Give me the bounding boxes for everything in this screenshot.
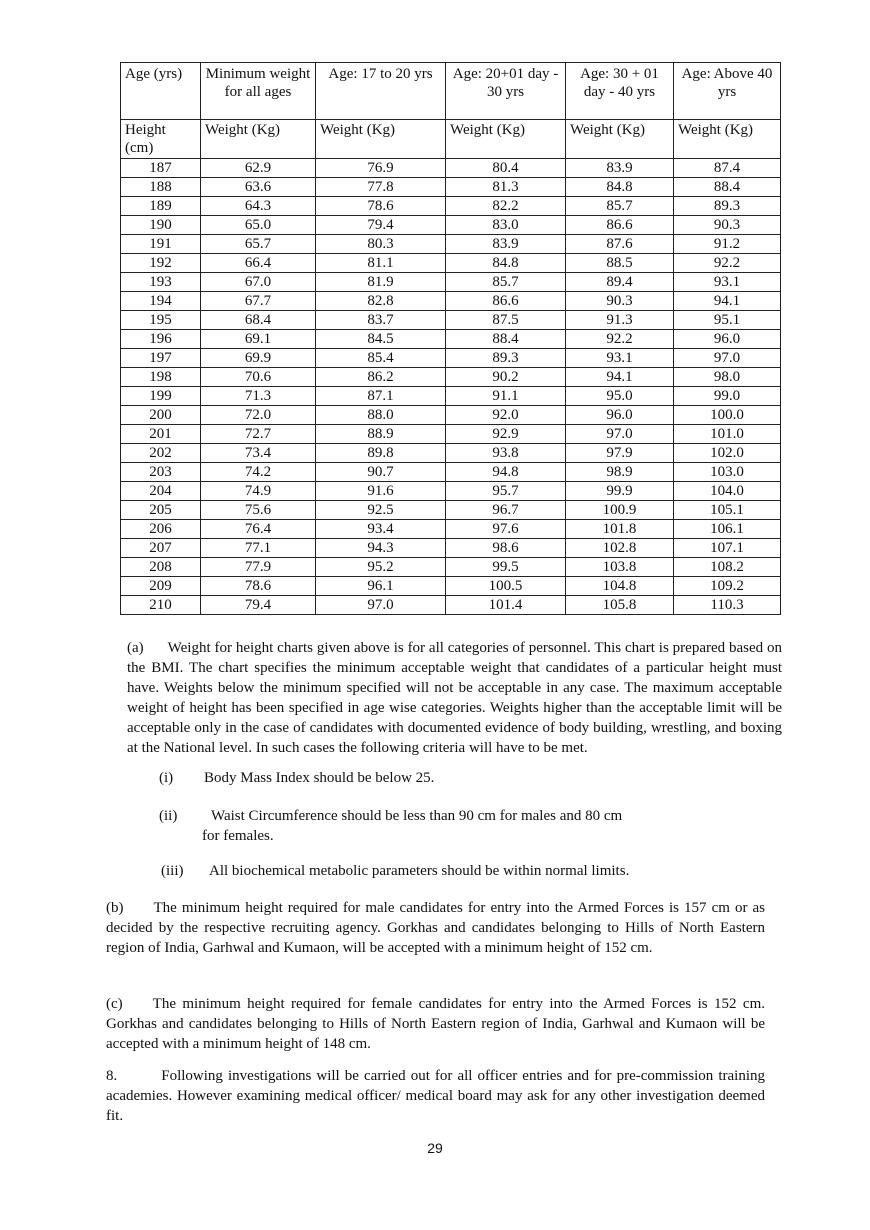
- table-row: [121, 216, 781, 235]
- weight-cell: 92.9: [446, 425, 566, 444]
- table-header-row: [121, 63, 781, 120]
- weight-cell: 84.8: [566, 178, 674, 197]
- weight-cell: 77.1: [201, 539, 316, 558]
- weight-cell: 98.9: [566, 463, 674, 482]
- table-subheader-row: [121, 120, 781, 159]
- height-cell: 208: [121, 558, 201, 577]
- weight-cell: 81.9: [316, 273, 446, 292]
- subheader-weight: Weight (Kg): [446, 120, 566, 159]
- weight-cell: 92.5: [316, 501, 446, 520]
- criterion-text-line1: Waist Circumference should be less than 90 cm for males and 80 cm: [211, 808, 623, 824]
- table-row: [121, 539, 781, 558]
- weight-cell: 102.0: [674, 444, 781, 463]
- criterion-label: (i): [159, 770, 174, 786]
- height-cell: 209: [121, 577, 201, 596]
- weight-cell: 75.6: [201, 501, 316, 520]
- table-row: [121, 577, 781, 596]
- note-a-label: (a): [127, 640, 144, 656]
- weight-cell: 65.7: [201, 235, 316, 254]
- subheader-height: Height (cm): [121, 120, 201, 159]
- weight-cell: 98.0: [674, 368, 781, 387]
- table-row: [121, 292, 781, 311]
- weight-cell: 82.2: [446, 197, 566, 216]
- weight-cell: 64.3: [201, 197, 316, 216]
- weight-cell: 78.6: [316, 197, 446, 216]
- paragraph-8-label: 8.: [106, 1068, 118, 1084]
- weight-cell: 90.2: [446, 368, 566, 387]
- header-age-above-40: Age: Above 40 yrs: [674, 63, 781, 120]
- weight-cell: 83.9: [566, 159, 674, 178]
- height-cell: 196: [121, 330, 201, 349]
- subheader-weight: Weight (Kg): [316, 120, 446, 159]
- weight-cell: 76.9: [316, 159, 446, 178]
- weight-cell: 87.6: [566, 235, 674, 254]
- weight-cell: 106.1: [674, 520, 781, 539]
- weight-cell: 96.1: [316, 577, 446, 596]
- weight-cell: 72.0: [201, 406, 316, 425]
- weight-cell: 80.4: [446, 159, 566, 178]
- height-cell: 190: [121, 216, 201, 235]
- weight-cell: 105.1: [674, 501, 781, 520]
- weight-cell: 90.3: [674, 216, 781, 235]
- weight-cell: 97.6: [446, 520, 566, 539]
- weight-cell: 99.5: [446, 558, 566, 577]
- height-cell: 195: [121, 311, 201, 330]
- weight-cell: 88.4: [674, 178, 781, 197]
- weight-cell: 88.5: [566, 254, 674, 273]
- weight-cell: 97.0: [674, 349, 781, 368]
- table-row: [121, 197, 781, 216]
- note-c-label: (c): [106, 996, 123, 1012]
- table-row: [121, 406, 781, 425]
- weight-cell: 79.4: [316, 216, 446, 235]
- criterion-text-line2: for females.: [202, 828, 274, 844]
- height-cell: 200: [121, 406, 201, 425]
- weight-cell: 71.3: [201, 387, 316, 406]
- height-cell: 194: [121, 292, 201, 311]
- height-cell: 202: [121, 444, 201, 463]
- weight-cell: 80.3: [316, 235, 446, 254]
- table-row: [121, 482, 781, 501]
- height-cell: 188: [121, 178, 201, 197]
- weight-cell: 91.6: [316, 482, 446, 501]
- weight-cell: 91.2: [674, 235, 781, 254]
- weight-cell: 95.1: [674, 311, 781, 330]
- page-number: 29: [427, 1140, 443, 1156]
- weight-cell: 95.2: [316, 558, 446, 577]
- header-age-20-30: Age: 20+01 day - 30 yrs: [446, 63, 566, 120]
- note-a: [127, 638, 782, 758]
- weight-cell: 93.1: [566, 349, 674, 368]
- weight-cell: 104.8: [566, 577, 674, 596]
- weight-cell: 102.8: [566, 539, 674, 558]
- weight-cell: 110.3: [674, 596, 781, 615]
- weight-cell: 87.1: [316, 387, 446, 406]
- height-cell: 199: [121, 387, 201, 406]
- weight-for-height-table: [120, 62, 781, 615]
- table-row: [121, 520, 781, 539]
- weight-cell: 70.6: [201, 368, 316, 387]
- weight-cell: 99.0: [674, 387, 781, 406]
- weight-cell: 96.7: [446, 501, 566, 520]
- weight-cell: 97.9: [566, 444, 674, 463]
- weight-cell: 107.1: [674, 539, 781, 558]
- height-cell: 191: [121, 235, 201, 254]
- weight-cell: 62.9: [201, 159, 316, 178]
- weight-cell: 95.7: [446, 482, 566, 501]
- weight-cell: 101.0: [674, 425, 781, 444]
- weight-cell: 101.4: [446, 596, 566, 615]
- header-age: Age (yrs): [121, 63, 201, 120]
- weight-cell: 90.7: [316, 463, 446, 482]
- weight-cell: 77.8: [316, 178, 446, 197]
- table-row: [121, 330, 781, 349]
- header-minimum-weight: Minimum weight for all ages: [201, 63, 316, 120]
- weight-cell: 69.1: [201, 330, 316, 349]
- weight-cell: 83.9: [446, 235, 566, 254]
- weight-cell: 89.8: [316, 444, 446, 463]
- table-row: [121, 387, 781, 406]
- weight-cell: 78.6: [201, 577, 316, 596]
- height-cell: 187: [121, 159, 201, 178]
- weight-cell: 98.6: [446, 539, 566, 558]
- weight-cell: 63.6: [201, 178, 316, 197]
- weight-cell: 90.3: [566, 292, 674, 311]
- weight-cell: 77.9: [201, 558, 316, 577]
- table-row: [121, 178, 781, 197]
- weight-cell: 83.7: [316, 311, 446, 330]
- table-row: [121, 558, 781, 577]
- header-age-17-20: Age: 17 to 20 yrs: [316, 63, 446, 120]
- weight-cell: 85.7: [566, 197, 674, 216]
- criterion-label: (iii): [161, 863, 184, 879]
- weight-cell: 85.4: [316, 349, 446, 368]
- table-row: [121, 501, 781, 520]
- weight-cell: 82.8: [316, 292, 446, 311]
- weight-cell: 73.4: [201, 444, 316, 463]
- weight-cell: 93.4: [316, 520, 446, 539]
- criterion-text: All biochemical metabolic parameters should be within normal limits.: [209, 863, 630, 879]
- weight-cell: 76.4: [201, 520, 316, 539]
- weight-cell: 72.7: [201, 425, 316, 444]
- subheader-weight: Weight (Kg): [674, 120, 781, 159]
- weight-cell: 88.4: [446, 330, 566, 349]
- criterion-label: (ii): [159, 808, 178, 824]
- table-row: [121, 425, 781, 444]
- weight-cell: 84.8: [446, 254, 566, 273]
- note-b-text: The minimum height required for male candidates for entry into the Armed Forces is 157 cm or as decided by the respective recruiting agency. Gorkhas and candidates belonging to Hills of North Eastern region of India, Garhwal and Kumaon, will be accepted with a minimum height of 152 cm.: [106, 900, 765, 956]
- weight-cell: 96.0: [674, 330, 781, 349]
- weight-cell: 109.2: [674, 577, 781, 596]
- table-row: [121, 349, 781, 368]
- weight-cell: 100.5: [446, 577, 566, 596]
- height-cell: 189: [121, 197, 201, 216]
- height-cell: 201: [121, 425, 201, 444]
- weight-cell: 65.0: [201, 216, 316, 235]
- height-cell: 207: [121, 539, 201, 558]
- weight-cell: 99.9: [566, 482, 674, 501]
- weight-cell: 89.4: [566, 273, 674, 292]
- weight-cell: 89.3: [446, 349, 566, 368]
- weight-cell: 86.6: [446, 292, 566, 311]
- weight-cell: 74.9: [201, 482, 316, 501]
- weight-cell: 68.4: [201, 311, 316, 330]
- weight-cell: 79.4: [201, 596, 316, 615]
- criterion-text: Body Mass Index should be below 25.: [204, 770, 435, 786]
- weight-cell: 103.0: [674, 463, 781, 482]
- weight-cell: 104.0: [674, 482, 781, 501]
- paragraph-8: [106, 1066, 765, 1126]
- weight-cell: 67.7: [201, 292, 316, 311]
- weight-cell: 85.7: [446, 273, 566, 292]
- weight-cell: 108.2: [674, 558, 781, 577]
- weight-cell: 94.1: [566, 368, 674, 387]
- weight-cell: 105.8: [566, 596, 674, 615]
- table-row: [121, 311, 781, 330]
- table-body: [121, 159, 781, 615]
- weight-cell: 83.0: [446, 216, 566, 235]
- weight-cell: 91.3: [566, 311, 674, 330]
- table-row: [121, 273, 781, 292]
- weight-cell: 74.2: [201, 463, 316, 482]
- weight-cell: 89.3: [674, 197, 781, 216]
- weight-cell: 101.8: [566, 520, 674, 539]
- weight-cell: 86.2: [316, 368, 446, 387]
- table-row: [121, 463, 781, 482]
- note-a-text: Weight for height charts given above is for all categories of personnel. This chart is prepared based on the BMI. The chart specifies the minimum acceptable weight that candidates of a particular height must have. Weights below the minimum specified will not be acceptable in any case. The maximum acceptable weight of height has been specified in age wise categories. Weights higher than the acceptable limit will be acceptable only in the case of candidates with documented evidence of body building, wrestling, and boxing at the National level. In such cases the following criteria will have to be met.: [127, 640, 782, 756]
- weight-cell: 87.4: [674, 159, 781, 178]
- table-row: [121, 235, 781, 254]
- table-row: [121, 254, 781, 273]
- height-cell: 197: [121, 349, 201, 368]
- weight-cell: 91.1: [446, 387, 566, 406]
- weight-cell: 96.0: [566, 406, 674, 425]
- weight-cell: 94.8: [446, 463, 566, 482]
- weight-cell: 97.0: [316, 596, 446, 615]
- height-cell: 203: [121, 463, 201, 482]
- height-cell: 205: [121, 501, 201, 520]
- weight-cell: 100.0: [674, 406, 781, 425]
- weight-cell: 88.9: [316, 425, 446, 444]
- weight-cell: 81.3: [446, 178, 566, 197]
- weight-cell: 92.2: [566, 330, 674, 349]
- weight-cell: 93.8: [446, 444, 566, 463]
- weight-cell: 92.2: [674, 254, 781, 273]
- weight-cell: 86.6: [566, 216, 674, 235]
- weight-cell: 92.0: [446, 406, 566, 425]
- weight-cell: 88.0: [316, 406, 446, 425]
- height-cell: 210: [121, 596, 201, 615]
- note-c-text: The minimum height required for female candidates for entry into the Armed Forces is 152 cm. Gorkhas and candidates belonging to Hills of North Eastern region of India, Garhwal and Kumaon will be accepted with a minimum height of 148 cm.: [106, 996, 765, 1052]
- weight-cell: 95.0: [566, 387, 674, 406]
- weight-cell: 66.4: [201, 254, 316, 273]
- weight-cell: 100.9: [566, 501, 674, 520]
- weight-cell: 81.1: [316, 254, 446, 273]
- header-age-30-40: Age: 30 + 01 day - 40 yrs: [566, 63, 674, 120]
- weight-cell: 87.5: [446, 311, 566, 330]
- note-b: [106, 898, 765, 958]
- weight-cell: 93.1: [674, 273, 781, 292]
- weight-cell: 94.1: [674, 292, 781, 311]
- height-cell: 193: [121, 273, 201, 292]
- weight-cell: 69.9: [201, 349, 316, 368]
- height-cell: 204: [121, 482, 201, 501]
- weight-cell: 97.0: [566, 425, 674, 444]
- subheader-weight: Weight (Kg): [201, 120, 316, 159]
- weight-cell: 103.8: [566, 558, 674, 577]
- note-b-label: (b): [106, 900, 124, 916]
- height-cell: 192: [121, 254, 201, 273]
- table-row: [121, 368, 781, 387]
- subheader-weight: Weight (Kg): [566, 120, 674, 159]
- weight-cell: 67.0: [201, 273, 316, 292]
- weight-cell: 94.3: [316, 539, 446, 558]
- height-cell: 206: [121, 520, 201, 539]
- table-row: [121, 159, 781, 178]
- weight-cell: 84.5: [316, 330, 446, 349]
- table-row: [121, 596, 781, 615]
- note-c: [106, 994, 765, 1054]
- table-row: [121, 444, 781, 463]
- criterion-ii: [159, 806, 759, 846]
- paragraph-8-text: Following investigations will be carried out for all officer entries and for pre-commission training academies. However examining medical officer/ medical board may ask for any other investigation deemed fit.: [106, 1068, 765, 1124]
- height-cell: 198: [121, 368, 201, 387]
